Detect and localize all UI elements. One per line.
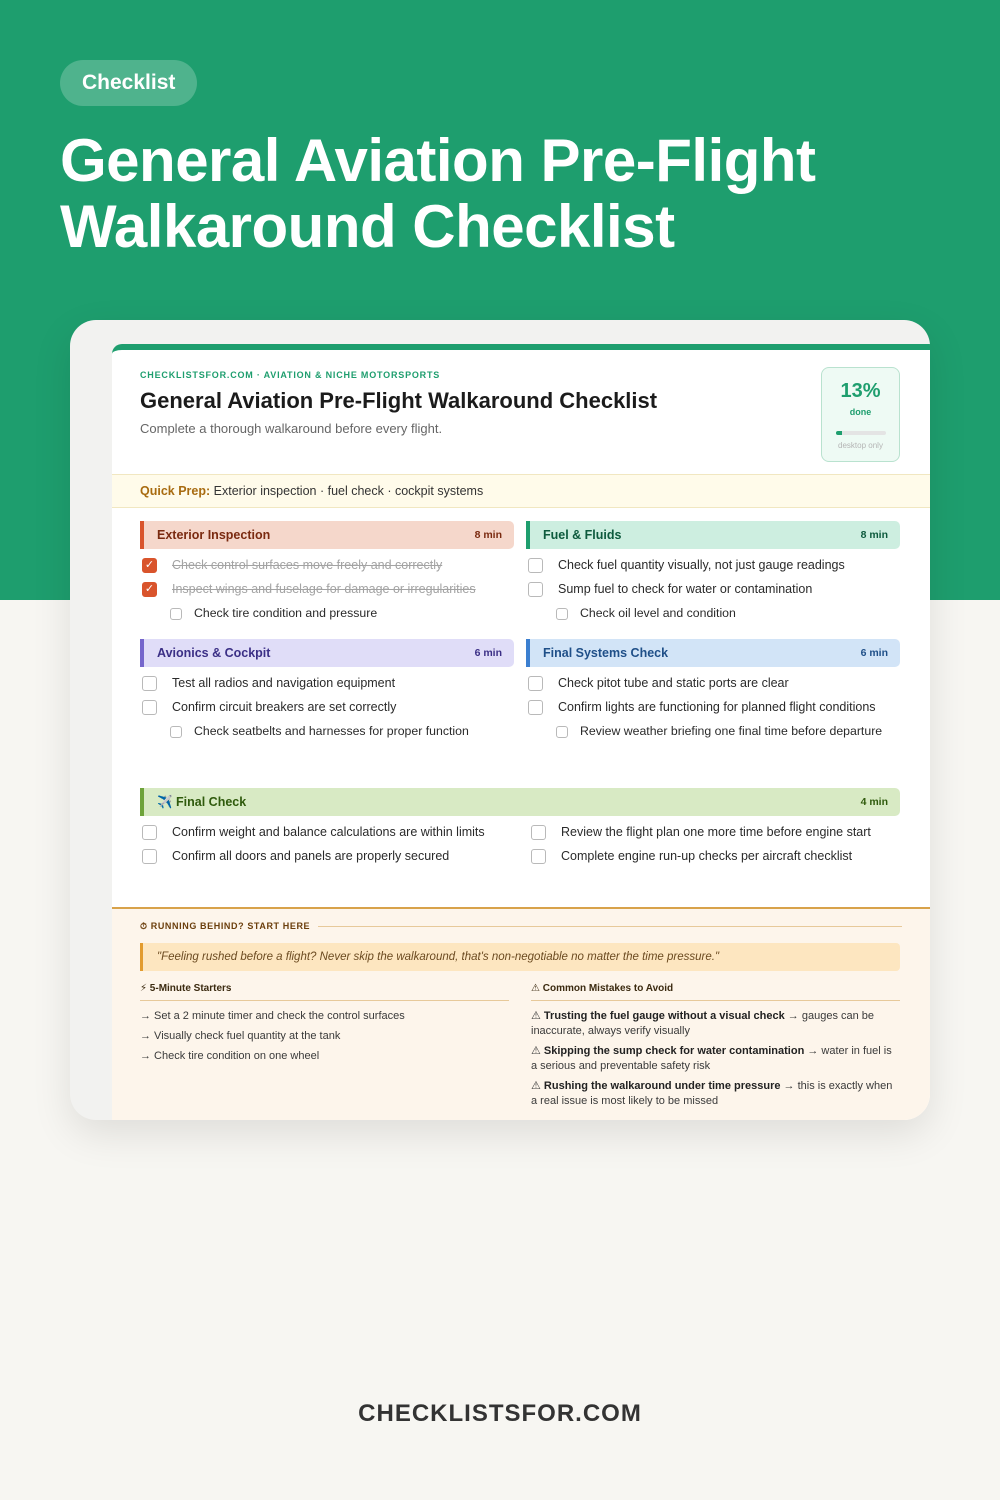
starters-list (140, 1009, 509, 1064)
checkbox[interactable] (170, 608, 182, 620)
item-list (526, 675, 900, 740)
divider (318, 926, 902, 927)
mistake-item: ⚠ Rushing the walkaround under time pressure → this is exactly when a real issue is most likely to be missed (531, 1080, 893, 1107)
checklist-item[interactable] (526, 675, 900, 692)
item-label: Check pitot tube and static ports are clear (558, 676, 789, 690)
item-list-right (529, 824, 900, 872)
checkbox[interactable] (528, 558, 543, 573)
checklist-item[interactable] (140, 675, 514, 692)
checklist-item[interactable] (526, 723, 900, 740)
section-title: Fuel & Fluids (543, 528, 622, 542)
item-list (526, 557, 900, 622)
checked-checkbox[interactable]: ✓ (142, 582, 157, 597)
checkbox[interactable] (170, 726, 182, 738)
starters-title: ⚡ 5-Minute Starters (140, 983, 509, 1001)
progress-done-label: done (849, 407, 872, 417)
running-behind-title: ⏱ RUNNING BEHIND? START HERE (140, 921, 311, 931)
checklist-item[interactable] (140, 723, 514, 740)
progress-note: desktop only (838, 441, 883, 450)
item-label: Sump fuel to check for water or contamination (558, 582, 813, 596)
section-exterior (140, 521, 514, 629)
section-time: 4 min (860, 796, 888, 808)
checklist-item[interactable] (529, 824, 900, 841)
brand-label: CHECKLISTSFOR.COM · AVIATION & NICHE MOTORSPORTS (140, 370, 441, 380)
section-avionics (140, 639, 514, 747)
checklist-item[interactable] (526, 581, 900, 598)
checklist-item[interactable] (526, 605, 900, 622)
section-title: Final Systems Check (543, 646, 669, 660)
item-list (140, 557, 514, 622)
item-label: Check seatbelts and harnesses for proper function (194, 724, 469, 738)
mistake-item: ⚠ Skipping the sump check for water contamination → water in fuel is a serious and preventable safety risk (531, 1045, 892, 1072)
checkbox[interactable] (556, 726, 568, 738)
section-title: Exterior Inspection (157, 528, 271, 542)
mistakes-column (531, 983, 900, 1114)
category-pill: Checklist (60, 60, 197, 106)
section-header[interactable] (526, 521, 900, 549)
checklist-sheet (112, 344, 930, 1120)
hero-title: General Aviation Pre-Flight Walkaround Checklist (60, 127, 816, 260)
section-header[interactable] (526, 639, 900, 667)
mistake-title: Skipping the sump check for water contamination (543, 1045, 805, 1057)
starter-item: → Visually check fuel quantity at the tank (140, 1030, 341, 1042)
progress-fill (836, 431, 843, 435)
starter-item: → Set a 2 minute timer and check the control surfaces (140, 1010, 405, 1022)
item-label: Inspect wings and fuselage for damage or irregularities (172, 582, 476, 596)
item-label: Confirm all doors and panels are properly secured (172, 849, 450, 863)
checkbox[interactable] (142, 676, 157, 691)
page-subtitle: Complete a thorough walkaround before every flight. (140, 421, 443, 436)
checkbox[interactable] (142, 700, 157, 715)
starter-item: → Check tire condition on one wheel (140, 1050, 320, 1062)
checklist-item[interactable] (526, 557, 900, 574)
item-label: Confirm weight and balance calculations are within limits (172, 825, 485, 839)
checklist-item[interactable] (529, 848, 900, 865)
page-title: General Aviation Pre-Flight Walkaround Checklist (140, 388, 658, 413)
item-label: Check control surfaces move freely and correctly (172, 558, 443, 572)
checklist-item[interactable] (140, 605, 514, 622)
item-label: Confirm circuit breakers are set correctly (172, 700, 397, 714)
checkbox[interactable] (142, 849, 157, 864)
section-title: Avionics & Cockpit (157, 646, 271, 660)
starters-column (140, 983, 509, 1069)
section-time: 6 min (860, 647, 888, 659)
mistake-item: ⚠ Trusting the fuel gauge without a visual check → gauges can be inaccurate, always verify visually (531, 1010, 875, 1037)
item-label: Review weather briefing one final time before departure (580, 724, 883, 738)
section-time: 8 min (474, 529, 502, 541)
item-list (140, 675, 514, 740)
progress-bar (836, 431, 886, 435)
progress-card (821, 367, 900, 462)
quick-prep-label: Quick Prep: (140, 484, 211, 498)
preview-frame (70, 320, 930, 1120)
checkbox[interactable] (528, 676, 543, 691)
checkbox[interactable] (142, 825, 157, 840)
item-label: Check fuel quantity visually, not just gauge readings (558, 558, 845, 572)
checklist-item[interactable] (140, 848, 511, 865)
mistake-title: Trusting the fuel gauge without a visual check (543, 1010, 785, 1022)
tip-quote: "Feeling rushed before a flight? Never skip the walkaround, that's non-negotiable no matter the time pressure." (140, 943, 900, 971)
item-label: Check oil level and condition (580, 606, 736, 620)
item-label: Check tire condition and pressure (194, 606, 378, 620)
checkbox[interactable] (528, 700, 543, 715)
section-header[interactable] (140, 788, 900, 816)
checklist-item[interactable] (140, 557, 514, 574)
section-header[interactable] (140, 521, 514, 549)
running-behind-heading (140, 921, 902, 932)
mistake-title: Rushing the walkaround under time pressure (543, 1080, 781, 1092)
checklist-item[interactable] (140, 699, 514, 716)
section-time: 8 min (860, 529, 888, 541)
quick-prep-text: Exterior inspection · fuel check · cockpit systems (213, 484, 484, 498)
item-label: Complete engine run-up checks per aircraft checklist (561, 849, 853, 863)
section-header[interactable] (140, 639, 514, 667)
checkbox[interactable] (531, 825, 546, 840)
progress-percent: 13% (840, 380, 881, 402)
checklist-item[interactable] (140, 824, 511, 841)
mistakes-list (531, 1009, 900, 1109)
item-label: Review the flight plan one more time before engine start (561, 825, 871, 839)
section-final-check (140, 788, 900, 872)
quick-prep-bar (112, 474, 930, 508)
section-time: 6 min (474, 647, 502, 659)
running-behind-panel (112, 907, 930, 1120)
checkbox[interactable] (528, 582, 543, 597)
checklist-item[interactable] (526, 699, 900, 716)
checked-checkbox[interactable]: ✓ (142, 558, 157, 573)
item-label: Confirm lights are functioning for planned flight conditions (558, 700, 876, 714)
checkbox[interactable] (556, 608, 568, 620)
item-list-left (140, 824, 511, 872)
section-fuel (526, 521, 900, 629)
checkbox[interactable] (531, 849, 546, 864)
section-title: ✈️ Final Check (157, 794, 247, 809)
footer-domain: CHECKLISTSFOR.COM (358, 1400, 642, 1427)
mistakes-title: ⚠ Common Mistakes to Avoid (531, 983, 900, 1001)
item-label: Test all radios and navigation equipment (172, 676, 396, 690)
section-final-systems (526, 639, 900, 747)
checklist-item[interactable] (140, 581, 514, 598)
